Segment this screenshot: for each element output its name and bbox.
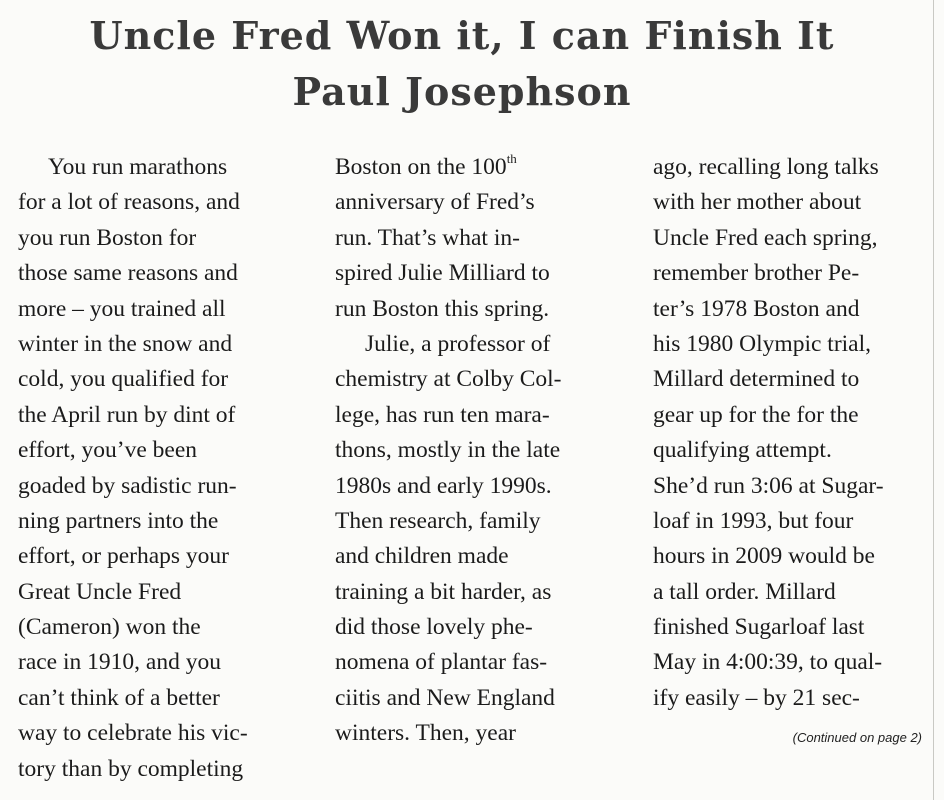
text-line: race in 1910, and you (18, 649, 221, 676)
text-line: Millard determined to (653, 366, 860, 393)
text-line: training a bit harder, as (335, 578, 552, 605)
text-line: those same reasons and (18, 260, 238, 287)
text-line: Great Uncle Fred (18, 578, 182, 605)
text-line: thons, mostly in the late (335, 437, 561, 464)
text-line: goaded by sadistic run- (18, 472, 237, 499)
text-line: lege, has run ten mara- (335, 401, 550, 428)
text-line: Julie, a professor of (365, 330, 551, 357)
article-title: Uncle Fred Won it, I can Finish It (89, 13, 835, 58)
text-fragment: Boston on the 100 (335, 154, 507, 180)
text-line: ify easily – by 21 sec- (653, 684, 860, 711)
text-line: 1980s and early 1990s. (335, 472, 552, 499)
text-line: run Boston this spring. (335, 295, 550, 322)
text-line: ciitis and New England (335, 684, 555, 711)
text-line: finished Sugarloaf last (653, 614, 865, 641)
text-line: remember brother Pe- (653, 260, 860, 287)
text-line: way to celebrate his vic- (18, 720, 248, 747)
column-3 (653, 150, 944, 716)
text-line: Then research, family (335, 507, 541, 534)
text-line (335, 150, 627, 185)
text-line: and children made (335, 543, 509, 570)
text-line: did those lovely phe- (335, 614, 533, 641)
text-line: can’t think of a better (18, 684, 220, 711)
text-line: spired Julie Milliard to (335, 260, 550, 287)
text-line: cold, you qualified for (18, 366, 229, 393)
text-line: a tall order. Millard (653, 578, 836, 605)
continued-notice: (Continued on page 2) (792, 730, 922, 745)
column-2 (335, 150, 627, 752)
text-line: tory than by completing (18, 755, 244, 782)
text-line: you run Boston for (18, 224, 197, 251)
text-line: May in 4:00:39, to qual- (653, 649, 883, 676)
text-line: anniversary of Fred’s (335, 189, 535, 216)
superscript: th (506, 151, 517, 167)
text-line: effort, you’ve been (18, 437, 198, 464)
text-line: loaf in 1993, but four (653, 507, 854, 534)
text-line: nomena of plantar fas- (335, 649, 548, 676)
text-line: winter in the snow and (18, 330, 233, 357)
article-header (0, 8, 924, 120)
text-line: more – you trained all (18, 295, 226, 322)
text-line: run. That’s what in- (335, 224, 520, 251)
text-line: qualifying attempt. (653, 437, 832, 464)
text-line: for a lot of reasons, and (18, 189, 240, 216)
text-line: gear up for the for the (653, 401, 859, 428)
text-line: with her mother about (653, 189, 862, 216)
text-line: ter’s 1978 Boston and (653, 295, 860, 322)
text-line: You run marathons (48, 154, 228, 180)
column-1 (18, 150, 310, 787)
text-line: effort, or perhaps your (18, 543, 229, 570)
text-line: ago, recalling long talks (653, 154, 879, 180)
text-line: winters. Then, year (335, 720, 516, 747)
text-line: the April run by dint of (18, 401, 236, 428)
text-line: his 1980 Olympic trial, (653, 330, 872, 357)
text-line: chemistry at Colby Col- (335, 366, 562, 393)
text-line: ning partners into the (18, 507, 219, 534)
text-line: (Cameron) won the (18, 614, 201, 641)
text-line: She’d run 3:06 at Sugar- (653, 472, 884, 499)
article-author: Paul Josephson (292, 69, 632, 114)
text-line: hours in 2009 would be (653, 543, 875, 570)
text-line: Uncle Fred each spring, (653, 224, 878, 251)
